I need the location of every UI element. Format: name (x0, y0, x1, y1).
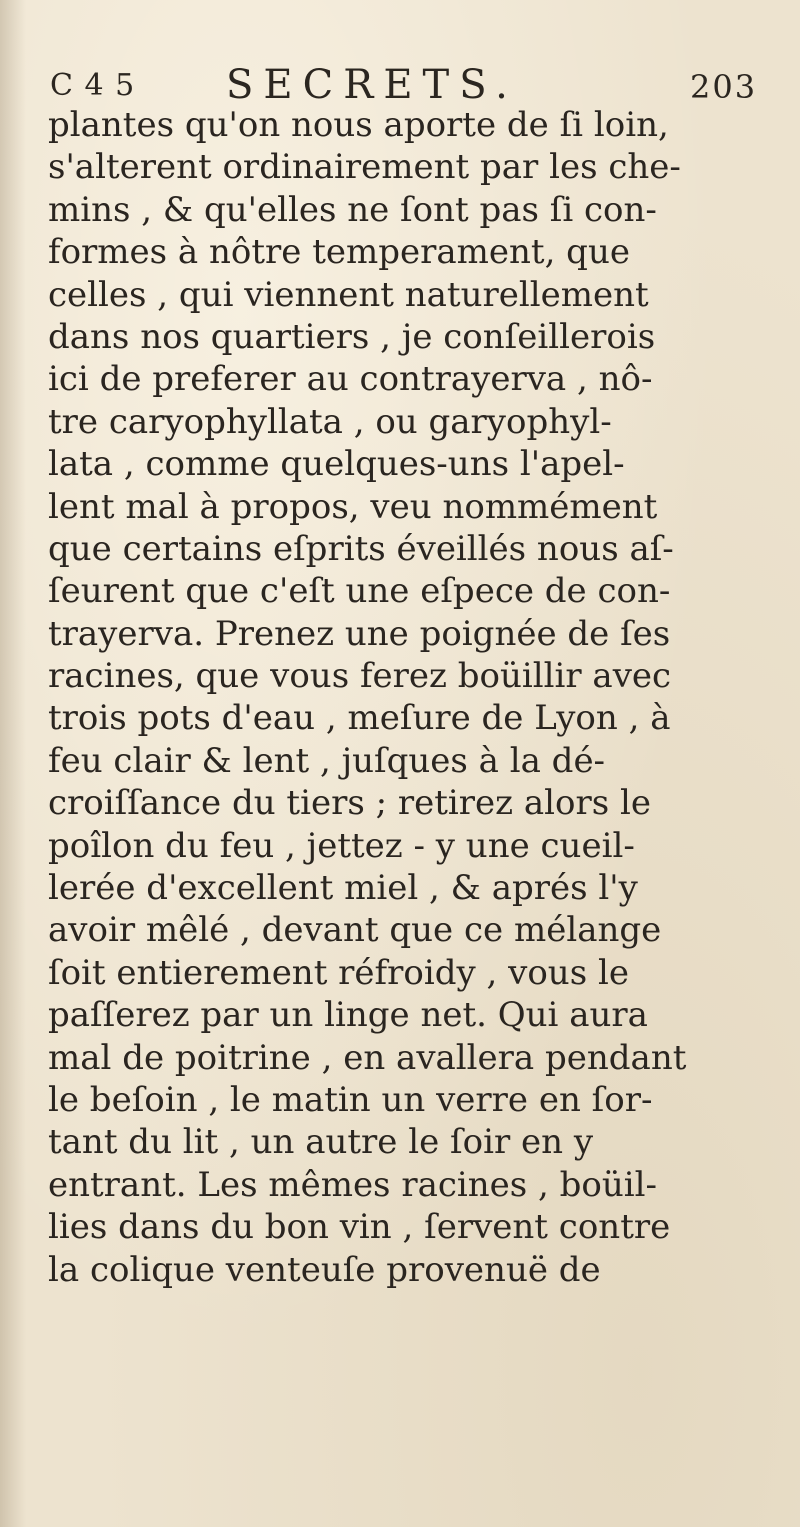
text-line: entrant. Les mêmes racines , boüil- (48, 1164, 658, 1205)
text-line: lerée d'excellent miel , & aprés l'y (48, 868, 638, 909)
text-line: poîlon du feu , jettez - y une cueil- (48, 825, 635, 866)
text-line: formes à nôtre temperament, que (48, 232, 630, 273)
body-text (48, 104, 790, 1291)
text-line: croiſſance du tiers ; retirez alors le (48, 783, 651, 824)
page-number: 203 (690, 68, 758, 106)
text-line: trayerva. Prenez une poignée de ſes (48, 613, 671, 654)
text-line: s'alterent ordinairement par les che- (48, 147, 681, 188)
text-line: le beſoin , le matin un verre en ſor- (48, 1079, 653, 1120)
text-line: ſoit entierement réfroidy , vous le (48, 952, 629, 993)
text-line: tre caryophyllata , ou garyophyl- (48, 401, 612, 442)
text-line: dans nos quartiers , je conſeillerois (48, 316, 656, 357)
page-gutter-shadow (0, 0, 26, 1527)
text-line: la colique venteuſe provenuë de (48, 1249, 601, 1290)
text-line: lent mal à propos, veu nommément (48, 486, 658, 527)
text-line: que certains eſprits éveillés nous aſ- (48, 528, 674, 569)
text-line: ici de preferer au contrayerva , nô- (48, 359, 653, 400)
text-line: mins , & qu'elles ne ſont pas ſi con- (48, 189, 657, 230)
text-line: paſſerez par un linge net. Qui aura (48, 995, 648, 1036)
text-line: trois pots d'eau , meſure de Lyon , à (48, 698, 671, 739)
text-line: feu clair & lent , juſques à la dé- (48, 740, 606, 781)
text-line: racines, que vous ferez boüillir avec (48, 656, 672, 697)
text-line: plantes qu'on nous aporte de ſi loin, (48, 105, 669, 145)
text-line: celles , qui viennent naturellement (48, 274, 649, 315)
text-line: tant du lit , un autre le ſoir en y (48, 1122, 594, 1163)
text-line: lies dans du bon vin , ſervent contre (48, 1207, 671, 1248)
running-title: SECRETS. (226, 62, 518, 108)
text-line: mal de poitrine , en avallera pendant (48, 1037, 687, 1078)
text-line: avoir mêlé , devant que ce mélange (48, 910, 662, 951)
signature-mark: C 4 5 (50, 68, 136, 103)
text-line: lata , comme quelques-uns l'apel- (48, 444, 625, 485)
text-line: ſeurent que c'eſt une eſpece de con- (48, 571, 671, 612)
